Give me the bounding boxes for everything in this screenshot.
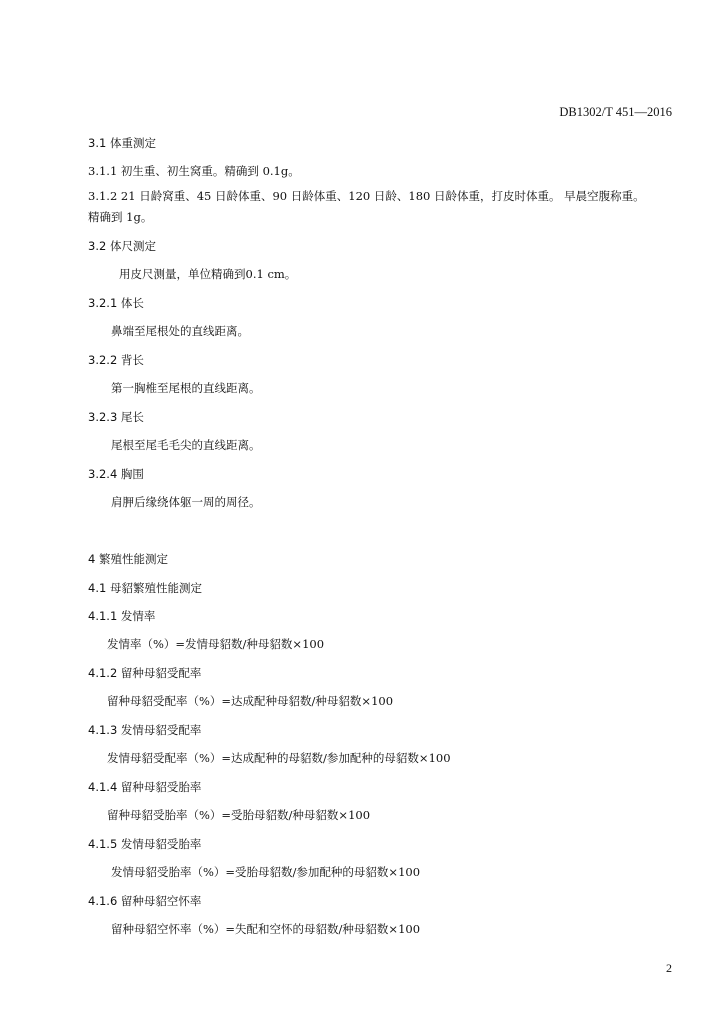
section-4-1-6-heading: 4.1.6 留种母貂空怀率 [88,894,202,908]
section-4-heading: 4 繁殖性能测定 [88,552,168,566]
section-4-1-2-heading: 4.1.2 留种母貂受配率 [88,666,202,680]
section-3-2-4-text: 肩胛后缘绕体躯一周的周径。 [111,495,261,509]
section-4-1-1-formula: 发情率（%）=发情母貂数/种母貂数×100 [107,637,325,651]
section-4-1-5-formula: 发情母貂受胎率（%）=受胎母貂数/参加配种的母貂数×100 [111,865,421,879]
section-3-2-heading: 3.2 体尺测定 [88,239,156,253]
section-3-1-2-line1: 3.1.2 21 日龄窝重、45 日龄体重、90 日龄体重、120 日龄、180 日龄体重，打皮时体重。 早晨空腹称重。 [88,189,645,203]
section-3-2-4-heading: 3.2.4 胸围 [88,467,144,481]
section-4-1-6-formula: 留种母貂空怀率（%）=失配和空怀的母貂数/种母貂数×100 [111,922,421,936]
section-3-2-3-text: 尾根至尾毛毛尖的直线距离。 [111,438,261,452]
section-3-2-2-heading: 3.2.2 背长 [88,353,144,367]
section-3-2-1-text: 鼻端至尾根处的直线距离。 [111,324,249,338]
section-3-2-3-heading: 3.2.3 尾长 [88,410,144,424]
section-3-1-1-text: 3.1.1 初生重、初生窝重。精确到 0.1g。 [88,164,300,178]
section-4-1-3-formula: 发情母貂受配率（%）=达成配种的母貂数/参加配种的母貂数×100 [107,751,451,765]
section-3-2-text: 用皮尺测量，单位精确到0.1 cm。 [119,267,297,281]
section-3-2-1-heading: 3.2.1 体长 [88,296,144,310]
section-4-1-heading: 4.1 母貂繁殖性能测定 [88,581,202,595]
section-3-1-heading: 3.1 体重测定 [88,136,156,150]
section-4-1-2-formula: 留种母貂受配率（%）=达成配种母貂数/种母貂数×100 [107,694,394,708]
section-3-2-2-text: 第一胸椎至尾根的直线距离。 [111,381,261,395]
section-4-1-4-formula: 留种母貂受胎率（%）=受胎母貂数/种母貂数×100 [107,808,371,822]
section-3-1-2-line2: 精确到 1g。 [88,210,153,224]
section-4-1-4-heading: 4.1.4 留种母貂受胎率 [88,780,202,794]
section-4-1-1-heading: 4.1.1 发情率 [88,609,156,623]
page-number: 2 [666,961,672,975]
section-4-1-5-heading: 4.1.5 发情母貂受胎率 [88,837,202,851]
section-4-1-3-heading: 4.1.3 发情母貂受配率 [88,723,202,737]
standard-code-header: DB1302/T 451—2016 [559,105,672,119]
